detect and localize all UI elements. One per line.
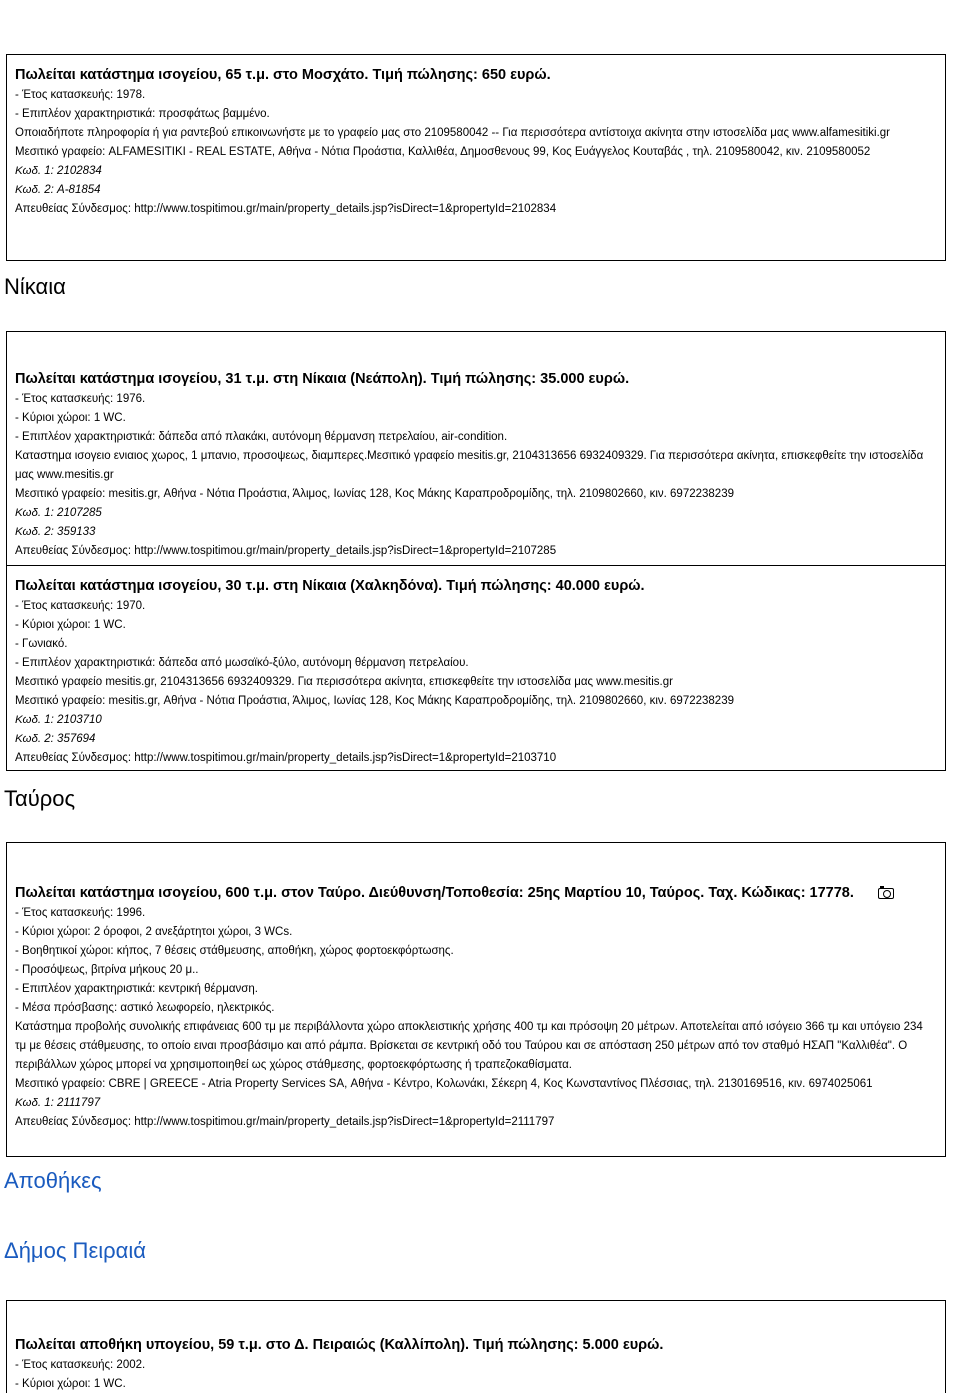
listing-code: Κωδ. 1: 2103710 xyxy=(15,714,102,726)
listing-detail: Καταστημα ισογειο ενιαιος χωρος, 1 μπανιο, προσοψεως, διαμπερες.Μεσιτικό γραφείο mesitis.gr, 2104313656 6932409329. Για περισσότερα ακίνητα, επισκεφθείτε την ιστοσελίδα μας www.mesitis.gr xyxy=(15,450,924,481)
listing-detail: - Έτος κατασκευής: 1976. xyxy=(15,393,146,405)
listing-title: Πωλείται αποθήκη υπογείου, 59 τ.μ. στο Δ. Πειραιώς (Καλλίπολη). Τιμή πώλησης: 5.000 ευρώ. xyxy=(15,1337,664,1353)
listing-detail: - Έτος κατασκευής: 1970. xyxy=(15,600,146,612)
listing-code: Κωδ. 2: 357694 xyxy=(15,733,96,745)
listing-detail: - Έτος κατασκευής: 1978. xyxy=(15,89,146,101)
listing-card xyxy=(6,566,946,771)
listing-title: Πωλείται κατάστημα ισογείου, 65 τ.μ. στο Μοσχάτο. Τιμή πώλησης: 650 ευρώ. xyxy=(15,67,551,83)
listing-detail: Μεσιτικό γραφείο: mesitis.gr, Αθήνα - Νότια Προάστια, Άλιμος, Ιωνίας 128, Κος Μάκης Καραπροδρομίδης, τηλ. 2109802660, κιν. 6972238239 xyxy=(15,695,734,707)
listing-code: Κωδ. 1: 2107285 xyxy=(15,507,102,519)
listing-detail: Μεσιτικό γραφείο: mesitis.gr, Αθήνα - Νότια Προάστια, Άλιμος, Ιωνίας 128, Κος Μάκης Καραπροδρομίδης, τηλ. 2109802660, κιν. 6972238239 xyxy=(15,488,734,500)
listing-code: Κωδ. 2: 359133 xyxy=(15,526,96,538)
listing-detail: - Βοηθητικοί χώροι: κήπος, 7 θέσεις στάθμευσης, αποθήκη, χώρος φορτοεκφόρτωσης. xyxy=(15,945,454,957)
listing-detail: Οποιαδήποτε πληροφορία ή για ραντεβού επικοινωνήστε με το γραφείο μας στο 2109580042 -- Για περισσότερα αντίστοιχα ακίνητα στην ιστοσελίδα μας www.alfamesitiki.gr xyxy=(15,127,890,139)
listing-detail: - Κύριοι χώροι: 1 WC. xyxy=(15,412,126,424)
listing-detail: - Κύριοι χώροι: 2 όροφοι, 2 ανεξάρτητοι χώροι, 3 WCs. xyxy=(15,926,293,938)
listing-detail: Μεσιτικό γραφείο: CBRE | GREECE - Atria Property Services SA, Αθήνα - Κέντρο, Κολωνάκι, Σέκερη 4, Κος Κωνσταντίνος Πλέσσιας, τηλ. 2130169516, κιν. 6974025061 xyxy=(15,1078,873,1090)
listing-title: Πωλείται κατάστημα ισογείου, 31 τ.μ. στη Νίκαια (Νεάπολη). Τιμή πώλησης: 35.000 ευρώ. xyxy=(15,371,630,387)
listing-detail: - Γωνιακό. xyxy=(15,638,68,650)
listing-detail: Κατάστημα προβολής συνολικής επιφάνειας 600 τμ με περιβάλλοντα χώρο αποκλειστικής χρήσης 400 τμ και πρόσοψη 20 μέτρων. Αποτελείται από ισόγειο 366 τμ και υπόγειο 234 τμ με θέσεις στάθμευσης, το οποίο ειναι προσβάσιμο και από ράμπα. Βρίσκεται σε κεντρική οδό του Ταύρου και σε απόσταση 250 μέτρων από τον σταθμό ΗΣΑΠ "Καλλιθέα". Ο περιβάλλων χώρος μπορεί να χρησιμοποιηθεί ως χώρος στάθμεσης, φορτοεκφόρτωσης ή τραπεζοκαθίσματα. xyxy=(15,1021,923,1071)
listing-detail: - Προσόψεως, βιτρίνα μήκους 20 μ.. xyxy=(15,964,199,976)
section-heading-tavros: Ταύρος xyxy=(4,786,76,811)
listing-direct-link[interactable]: Απευθείας Σύνδεσμος: http://www.tospitimou.gr/main/property_details.jsp?isDirect=1&propertyId=2107285 xyxy=(15,545,557,557)
listing-detail: - Επιπλέον χαρακτηριστικά: δάπεδα από πλακάκι, αυτόνομη θέρμανση πετρελαίου, air-condition. xyxy=(15,431,508,443)
listing-detail: - Επιπλέον χαρακτηριστικά: δάπεδα από μωσαϊκό-ξύλο, αυτόνομη θέρμανση πετρελαίου. xyxy=(15,657,469,669)
listing-detail: - Επιπλέον χαρακτηριστικά: κεντρική θέρμανση. xyxy=(15,983,258,995)
listing-code: Κωδ. 2: A-81854 xyxy=(15,184,101,196)
listing-title-text: Πωλείται κατάστημα ισογείου, 600 τ.μ. στον Ταύρο. Διεύθυνση/Τοποθεσία: 25ης Μαρτίου 10, Ταύρος. Ταχ. Κώδικας: 17778. xyxy=(15,885,854,901)
listing-detail: Μεσιτικό γραφείο mesitis.gr, 2104313656 6932409329. Για περισσότερα ακίνητα, επισκεφθείτε την ιστοσελίδα μας www.mesitis.gr xyxy=(15,676,673,688)
listing-title: Πωλείται κατάστημα ισογείου, 30 τ.μ. στη Νίκαια (Χαλκηδόνα). Τιμή πώλησης: 40.000 ευρώ. xyxy=(15,578,645,594)
section-heading-apothikes: Αποθήκες xyxy=(4,1168,102,1193)
listing-card xyxy=(6,1300,946,1393)
listing-direct-link[interactable]: Απευθείας Σύνδεσμος: http://www.tospitimou.gr/main/property_details.jsp?isDirect=1&propertyId=2102834 xyxy=(15,203,557,215)
listing-detail: Μεσιτικό γραφείο: ALFAMESITIKI - REAL ESTATE, Αθήνα - Νότια Προάστια, Καλλιθέα, Δημοσθενους 99, Κος Ευάγγελος Κουταβάς , τηλ. 2109580042, κιν. 2109580052 xyxy=(15,146,871,158)
listing-detail: - Έτος κατασκευής: 2002. xyxy=(15,1359,146,1371)
listing-detail: - Έτος κατασκευής: 1996. xyxy=(15,907,146,919)
listing-detail: - Κύριοι χώροι: 1 WC. xyxy=(15,1378,126,1390)
listing-detail: - Επιπλέον χαρακτηριστικά: προσφάτως βαμμένο. xyxy=(15,108,270,120)
listing-detail: - Μέσα πρόσβασης: αστικό λεωφορείο, ηλεκτρικός. xyxy=(15,1002,275,1014)
listing-direct-link[interactable]: Απευθείας Σύνδεσμος: http://www.tospitimou.gr/main/property_details.jsp?isDirect=1&propertyId=2111797 xyxy=(15,1116,555,1128)
listing-code: Κωδ. 1: 2111797 xyxy=(15,1097,101,1109)
listing-title xyxy=(15,883,937,903)
listing-code: Κωδ. 1: 2102834 xyxy=(15,165,102,177)
listing-detail: - Κύριοι χώροι: 1 WC. xyxy=(15,619,126,631)
listing-direct-link[interactable]: Απευθείας Σύνδεσμος: http://www.tospitimou.gr/main/property_details.jsp?isDirect=1&propertyId=2103710 xyxy=(15,752,557,764)
section-heading-dimos-peiraia: Δήμος Πειραιά xyxy=(4,1238,146,1263)
camera-icon[interactable] xyxy=(878,888,894,899)
section-heading-nikaia: Νίκαια xyxy=(4,274,66,299)
listing-card xyxy=(6,54,946,261)
listing-card xyxy=(6,842,946,1157)
listing-card xyxy=(6,331,946,566)
